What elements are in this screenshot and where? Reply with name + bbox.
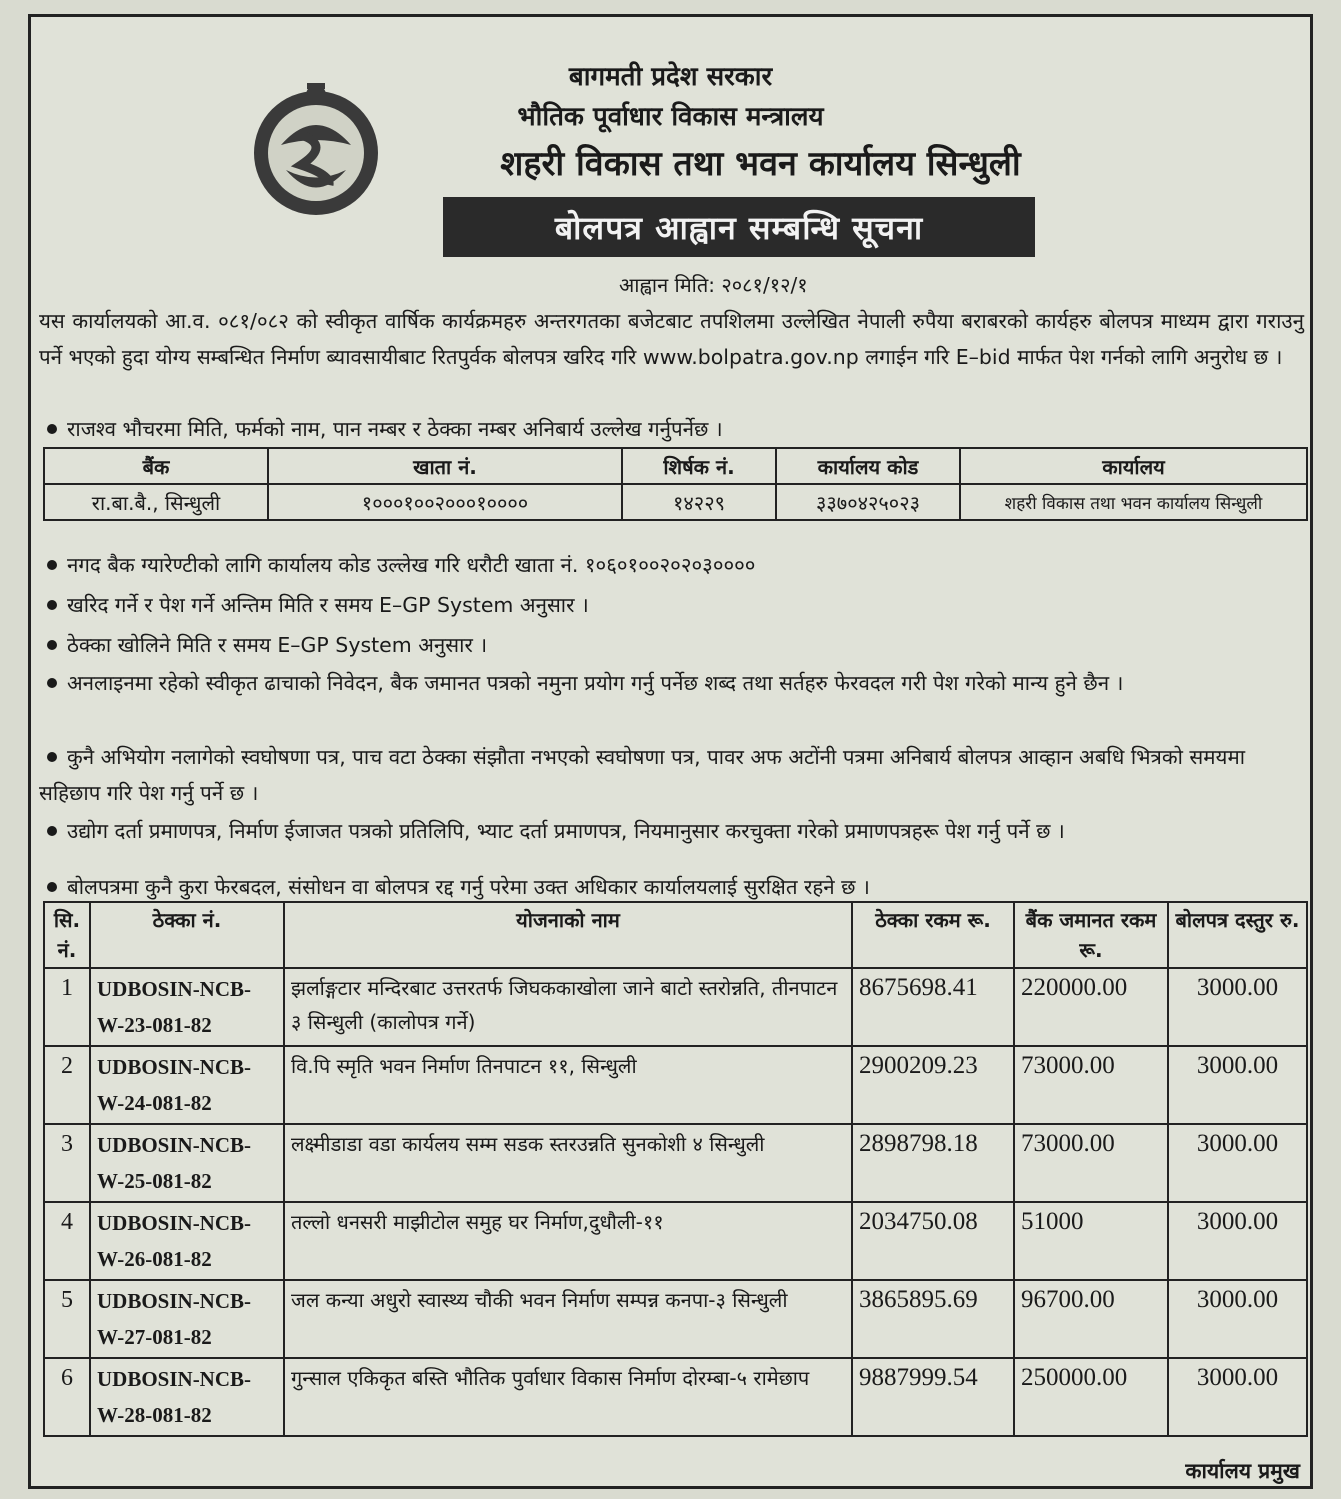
office-value: शहरी विकास तथा भवन कार्यालय सिन्धुली bbox=[960, 484, 1307, 520]
bullet-item: ठेक्का खोलिने मिति र समय E–GP System अनुसार । bbox=[39, 627, 1304, 663]
government-name: बागमती प्रदेश सरकार bbox=[568, 62, 773, 92]
table-row: 2 UDBOSIN-NCB-W-24-081-82 वि.पि स्मृति भवन निर्माण तिनपाटन ११, सिन्धुली 2900209.23 73000.00 3000.00 bbox=[44, 1046, 1307, 1124]
table-row: 6 UDBOSIN-NCB-W-28-081-82 गुन्साल एकिकृत बस्ति भौतिक पुर्वाधार विकास निर्माण दोरम्बा-५ रामेछाप 9887999.54 250000.00 3000.00 bbox=[44, 1358, 1307, 1436]
head-no-header: शिर्षक नं. bbox=[622, 448, 776, 484]
project-name-header: योजनाको नाम bbox=[284, 902, 852, 968]
intro-paragraph: यस कार्यालयको आ.व. ०८१/०८२ को स्वीकृत वार्षिक कार्यक्रमहरु अन्तरगतका बजेटबाट तपशिलमा उल्लेखित नेपाली रुपैया बराबरको कार्यहरु बोलपत्र माध्यम द्वारा गराउनु पर्ने भएको हुदा योग्य सम्बन्धित निर्माण ब्यावसायीबाट रितपुर्वक बोलपत्र खरिद गरि www.bolpatra.gov.np लगाईन गरि E–bid मार्फत पेश गर्नको लागि अनुरोध छ । bbox=[39, 309, 1304, 369]
notice-title: बोलपत्र आह्वान सम्बन्धि सूचना bbox=[443, 197, 1035, 257]
head-no-value: १४२२९ bbox=[622, 484, 776, 520]
bullet-item: नगद बैक ग्यारेण्टीको लागि कार्यालय कोड उल्लेख गरि धरौटी खाता नं. १०६०१००२०२०३०००० bbox=[39, 547, 1304, 583]
bullet-item: बोलपत्रमा कुनै कुरा फेरबदल, संसोधन वा बोलपत्र रद्द गर्नु परेमा उक्त अधिकार कार्यालयलाई सुरक्षित रहने छ । bbox=[39, 869, 1304, 905]
tender-table bbox=[43, 901, 1308, 1437]
bank-account-table bbox=[43, 447, 1308, 521]
bank-value: रा.बा.बै., सिन्धुली bbox=[44, 484, 268, 520]
bullet-dot-icon bbox=[47, 882, 57, 892]
bullet-dot-icon bbox=[47, 678, 57, 688]
table-row: 4 UDBOSIN-NCB-W-26-081-82 तल्लो धनसरी माझीटोल समुह घर निर्माण,दुधौली-११ 2034750.08 51000 3000.00 bbox=[44, 1202, 1307, 1280]
account-header: खाता नं. bbox=[268, 448, 622, 484]
bullet-dot-icon bbox=[47, 826, 57, 836]
office-header: कार्यालय bbox=[960, 448, 1307, 484]
bullet-dot-icon bbox=[47, 640, 57, 650]
bullet-item: खरिद गर्ने र पेश गर्ने अन्तिम मिति र समय E–GP System अनुसार । bbox=[39, 587, 1304, 623]
ministry-name: भौतिक पूर्वाधार विकास मन्त्रालय bbox=[517, 102, 824, 132]
notice-frame bbox=[28, 14, 1313, 1489]
bullet-dot-icon bbox=[47, 424, 57, 434]
bullet-item: उद्योग दर्ता प्रमाणपत्र, निर्माण ईजाजत पत्रको प्रतिलिपि, भ्याट दर्ता प्रमाणपत्र, नियमानुसार करचुक्ता गरेको प्रमाणपत्रहरू पेश गर्नु पर्ने छ । bbox=[39, 813, 1304, 849]
bullet-dot-icon bbox=[47, 560, 57, 570]
contract-no-header: ठेक्का नं. bbox=[90, 902, 284, 968]
office-chief-signature: कार्यालय प्रमुख bbox=[1185, 1459, 1300, 1483]
bank-header: बैंक bbox=[44, 448, 268, 484]
table-row: 1 UDBOSIN-NCB-W-23-081-82 झर्लाङ्गटार मन्दिरबाट उत्तरतर्फ जिघककाखोला जाने बाटो स्तरोन्नति, तीनपाटन ३ सिन्धुली (कालोपत्र गर्ने) 8675698.41 220000.00 3000.00 bbox=[44, 968, 1307, 1046]
bullet-item: अनलाइनमा रहेको स्वीकृत ढाचाको निवेदन, बैक जमानत पत्रको नमुना प्रयोग गर्नु पर्नेछ शब्द तथा सर्तहरु फेरवदल गरी पेश गरेको मान्य हुने छैन । bbox=[39, 665, 1304, 701]
bid-fee-header: बोलपत्र दस्तुर रु. bbox=[1168, 902, 1307, 968]
table-row: 5 UDBOSIN-NCB-W-27-081-82 जल कन्या अधुरो स्वास्थ्य चौकी भवन निर्माण सम्पन्न कनपा-३ सिन्धुली 3865895.69 96700.00 3000.00 bbox=[44, 1280, 1307, 1358]
contract-amount-header: ठेक्का रकम रू. bbox=[852, 902, 1014, 968]
bank-guarantee-header: बैंक जमानत रकम रू. bbox=[1014, 902, 1168, 968]
bullet-item: राजश्व भौचरमा मिति, फर्मको नाम, पान नम्बर र ठेक्का नम्बर अनिबार्य उल्लेख गर्नुपर्नेछ । bbox=[39, 411, 1304, 447]
bullet-dot-icon bbox=[47, 752, 57, 762]
account-value: १०००१००२०००१०००० bbox=[268, 484, 622, 520]
sn-header: सि. नं. bbox=[44, 902, 90, 968]
office-code-value: ३३७०४२५०२३ bbox=[776, 484, 960, 520]
table-row: 3 UDBOSIN-NCB-W-25-081-82 लक्ष्मीडाडा वडा कार्यलय सम्म सडक स्तरउन्नति सुनकोशी ४ सिन्धुली 2898798.18 73000.00 3000.00 bbox=[44, 1124, 1307, 1202]
office-name: शहरी विकास तथा भवन कार्यालय सिन्धुली bbox=[500, 144, 1021, 184]
bullet-dot-icon bbox=[47, 600, 57, 610]
office-code-header: कार्यालय कोड bbox=[776, 448, 960, 484]
bullet-item: कुनै अभियोग नलागेको स्वघोषणा पत्र, पाच वटा ठेक्का संझौता नभएको स्वघोषणा पत्र, पावर अफ अटोंनी पत्रमा अनिबार्य बोलपत्र आव्हान अबधि भित्रको समयमा सहिछाप गरि पेश गर्नु पर्ने छ । bbox=[39, 745, 1246, 805]
notice-date: आह्वान मिति: २०८१/१२/१ bbox=[619, 273, 808, 297]
